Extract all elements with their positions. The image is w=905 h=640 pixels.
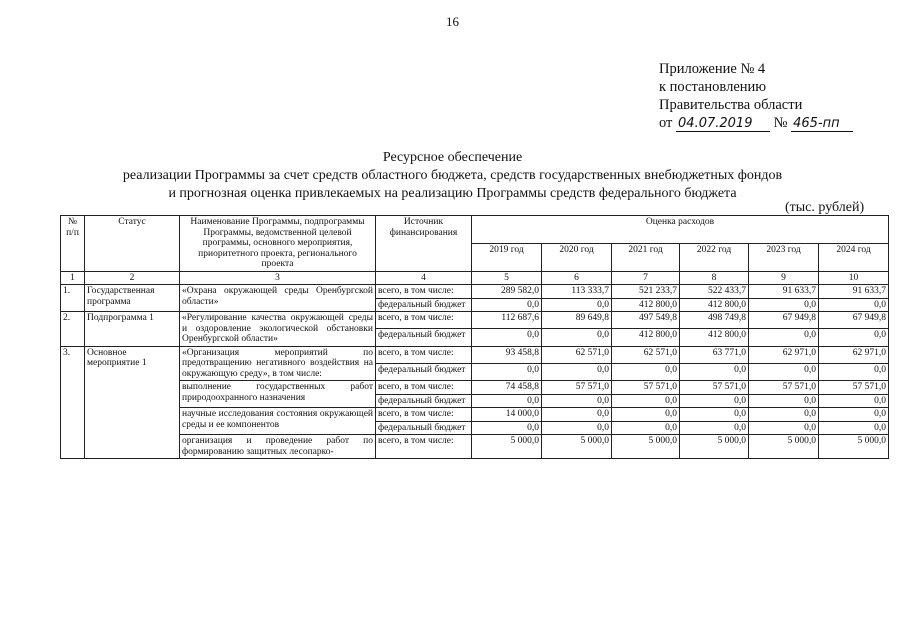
row-value: 14 000,0 bbox=[472, 408, 542, 422]
handwritten-number: 465-пп bbox=[791, 117, 853, 132]
row-value: 0,0 bbox=[542, 394, 612, 408]
row-source: федеральный бюджет bbox=[376, 329, 472, 346]
appendix-date-line bbox=[659, 114, 853, 132]
row-source: всего, в том числе: bbox=[376, 312, 472, 329]
row-value: 57 571,0 bbox=[819, 381, 889, 395]
table-row bbox=[61, 408, 889, 422]
row-source: всего, в том числе: bbox=[376, 346, 472, 363]
row-value: 0,0 bbox=[819, 298, 889, 312]
row-name: научные исследования состояния окружающей среды и ее компонентов bbox=[180, 408, 376, 435]
row-value: 5 000,0 bbox=[472, 435, 542, 459]
row-value: 0,0 bbox=[749, 298, 819, 312]
row-value: 0,0 bbox=[542, 421, 612, 435]
row-value: 5 000,0 bbox=[749, 435, 819, 459]
table-row bbox=[61, 285, 889, 299]
header-year: 2024 год bbox=[819, 243, 889, 271]
column-index: 7 bbox=[612, 271, 680, 285]
row-value: 412 800,0 bbox=[612, 298, 680, 312]
table-row bbox=[61, 312, 889, 329]
column-index: 10 bbox=[819, 271, 889, 285]
row-value: 0,0 bbox=[542, 363, 612, 380]
appendix-line-2: к постановлению bbox=[659, 79, 767, 95]
row-name: организация и проведение работ по формированию защитных лесопарко- bbox=[180, 435, 376, 459]
row-value: 0,0 bbox=[472, 394, 542, 408]
row-value: 0,0 bbox=[749, 408, 819, 422]
row-value: 0,0 bbox=[749, 329, 819, 346]
header-status: Статус bbox=[85, 216, 180, 272]
row-value: 67 949,8 bbox=[819, 312, 889, 329]
column-index: 3 bbox=[180, 271, 376, 285]
appendix-line-1: Приложение № 4 bbox=[659, 61, 766, 77]
row-number: 3. bbox=[61, 346, 85, 459]
row-value: 57 571,0 bbox=[542, 381, 612, 395]
row-value: 0,0 bbox=[819, 421, 889, 435]
row-number: 2. bbox=[61, 312, 85, 347]
document-title bbox=[0, 149, 905, 203]
header-year: 2022 год bbox=[680, 243, 749, 271]
row-value: 0,0 bbox=[542, 298, 612, 312]
row-value: 522 433,7 bbox=[680, 285, 749, 299]
row-source: федеральный бюджет bbox=[376, 421, 472, 435]
table-row bbox=[61, 346, 889, 363]
row-value: 0,0 bbox=[472, 421, 542, 435]
row-value: 57 571,0 bbox=[680, 381, 749, 395]
column-index: 9 bbox=[749, 271, 819, 285]
row-source: федеральный бюджет bbox=[376, 298, 472, 312]
header-source: Источник финансирования bbox=[376, 216, 472, 272]
row-value: 0,0 bbox=[472, 298, 542, 312]
row-value: 63 771,0 bbox=[680, 346, 749, 363]
row-value: 62 571,0 bbox=[612, 346, 680, 363]
row-source: федеральный бюджет bbox=[376, 394, 472, 408]
header-year: 2023 год bbox=[749, 243, 819, 271]
header-num: № п/п bbox=[61, 216, 85, 272]
row-status: Подпрограмма 1 bbox=[85, 312, 180, 347]
row-value: 497 549,8 bbox=[612, 312, 680, 329]
row-value: 412 800,0 bbox=[680, 329, 749, 346]
row-name: «Регулирование качества окружающей среды и оздоровление экологической обстановки Оренбургской области» bbox=[180, 312, 376, 347]
column-index: 5 bbox=[472, 271, 542, 285]
column-index: 8 bbox=[680, 271, 749, 285]
row-value: 5 000,0 bbox=[680, 435, 749, 459]
header-year: 2019 год bbox=[472, 243, 542, 271]
row-value: 57 571,0 bbox=[749, 381, 819, 395]
units-label: (тыс. рублей) bbox=[785, 200, 865, 215]
number-label: № bbox=[773, 115, 788, 131]
row-value: 498 749,8 bbox=[680, 312, 749, 329]
row-value: 0,0 bbox=[612, 421, 680, 435]
row-source: федеральный бюджет bbox=[376, 363, 472, 380]
budget-body bbox=[61, 285, 889, 459]
row-value: 0,0 bbox=[819, 408, 889, 422]
row-value: 521 233,7 bbox=[612, 285, 680, 299]
row-value: 0,0 bbox=[542, 408, 612, 422]
title-line-3: и прогнозная оценка привлекаемых на реализацию Программы средств федерального бюджета bbox=[168, 186, 737, 201]
row-value: 93 458,8 bbox=[472, 346, 542, 363]
page-number: 16 bbox=[446, 14, 459, 29]
row-value: 0,0 bbox=[819, 394, 889, 408]
row-value: 0,0 bbox=[680, 363, 749, 380]
row-value: 67 949,8 bbox=[749, 312, 819, 329]
row-status: Государственная программа bbox=[85, 285, 180, 312]
row-value: 57 571,0 bbox=[612, 381, 680, 395]
row-status: Основное мероприятие 1 bbox=[85, 346, 180, 459]
header-year: 2020 год bbox=[542, 243, 612, 271]
column-index: 2 bbox=[85, 271, 180, 285]
row-value: 62 971,0 bbox=[749, 346, 819, 363]
row-value: 74 458,8 bbox=[472, 381, 542, 395]
header-name: Наименование Программы, подпрограммы Программы, ведомственной целевой программы, основного мероприятия, приоритетного проекта, регионального проекта bbox=[180, 216, 376, 272]
row-source: всего, в том числе: bbox=[376, 408, 472, 422]
title-line-1: Ресурсное обеспечение bbox=[382, 150, 523, 165]
row-value: 412 800,0 bbox=[612, 329, 680, 346]
row-value: 112 687,6 bbox=[472, 312, 542, 329]
row-name: «Организация мероприятий по предотвращению негативного воздействия на окружающую среду», в том числе: bbox=[180, 346, 376, 381]
row-value: 0,0 bbox=[749, 421, 819, 435]
row-value: 0,0 bbox=[819, 363, 889, 380]
header-year: 2021 год bbox=[612, 243, 680, 271]
row-value: 113 333,7 bbox=[542, 285, 612, 299]
index-row bbox=[61, 271, 889, 285]
row-value: 62 571,0 bbox=[542, 346, 612, 363]
column-index: 6 bbox=[542, 271, 612, 285]
row-value: 5 000,0 bbox=[542, 435, 612, 459]
row-value: 0,0 bbox=[612, 363, 680, 380]
row-value: 0,0 bbox=[819, 329, 889, 346]
appendix-line-3: Правительства области bbox=[659, 97, 803, 113]
column-index: 4 bbox=[376, 271, 472, 285]
row-source: всего, в том числе: bbox=[376, 435, 472, 459]
appendix-block bbox=[659, 60, 853, 132]
column-index: 1 bbox=[61, 271, 85, 285]
row-value: 0,0 bbox=[542, 329, 612, 346]
budget-table bbox=[60, 215, 889, 459]
row-number: 1. bbox=[61, 285, 85, 312]
row-value: 0,0 bbox=[472, 363, 542, 380]
row-value: 0,0 bbox=[612, 408, 680, 422]
handwritten-date: 04.07.2019 bbox=[676, 117, 770, 132]
from-label: от bbox=[659, 115, 673, 131]
header-estimate: Оценка расходов bbox=[472, 216, 889, 244]
row-value: 5 000,0 bbox=[612, 435, 680, 459]
row-value: 0,0 bbox=[749, 394, 819, 408]
row-value: 5 000,0 bbox=[819, 435, 889, 459]
row-value: 91 633,7 bbox=[819, 285, 889, 299]
table-row bbox=[61, 381, 889, 395]
row-value: 62 971,0 bbox=[819, 346, 889, 363]
row-name: «Охрана окружающей среды Оренбургской области» bbox=[180, 285, 376, 312]
row-value: 0,0 bbox=[680, 408, 749, 422]
row-value: 289 582,0 bbox=[472, 285, 542, 299]
row-value: 0,0 bbox=[680, 421, 749, 435]
row-value: 0,0 bbox=[749, 363, 819, 380]
row-name: выполнение государственных работ природоохранного назначения bbox=[180, 381, 376, 408]
row-source: всего, в том числе: bbox=[376, 381, 472, 395]
table-row bbox=[61, 435, 889, 459]
title-line-2: реализации Программы за счет средств областного бюджета, средств государственных внебюджетных фондов bbox=[122, 168, 783, 183]
row-value: 89 649,8 bbox=[542, 312, 612, 329]
row-value: 412 800,0 bbox=[680, 298, 749, 312]
row-value: 0,0 bbox=[680, 394, 749, 408]
row-value: 0,0 bbox=[612, 394, 680, 408]
row-value: 91 633,7 bbox=[749, 285, 819, 299]
row-value: 0,0 bbox=[472, 329, 542, 346]
row-source: всего, в том числе: bbox=[376, 285, 472, 299]
